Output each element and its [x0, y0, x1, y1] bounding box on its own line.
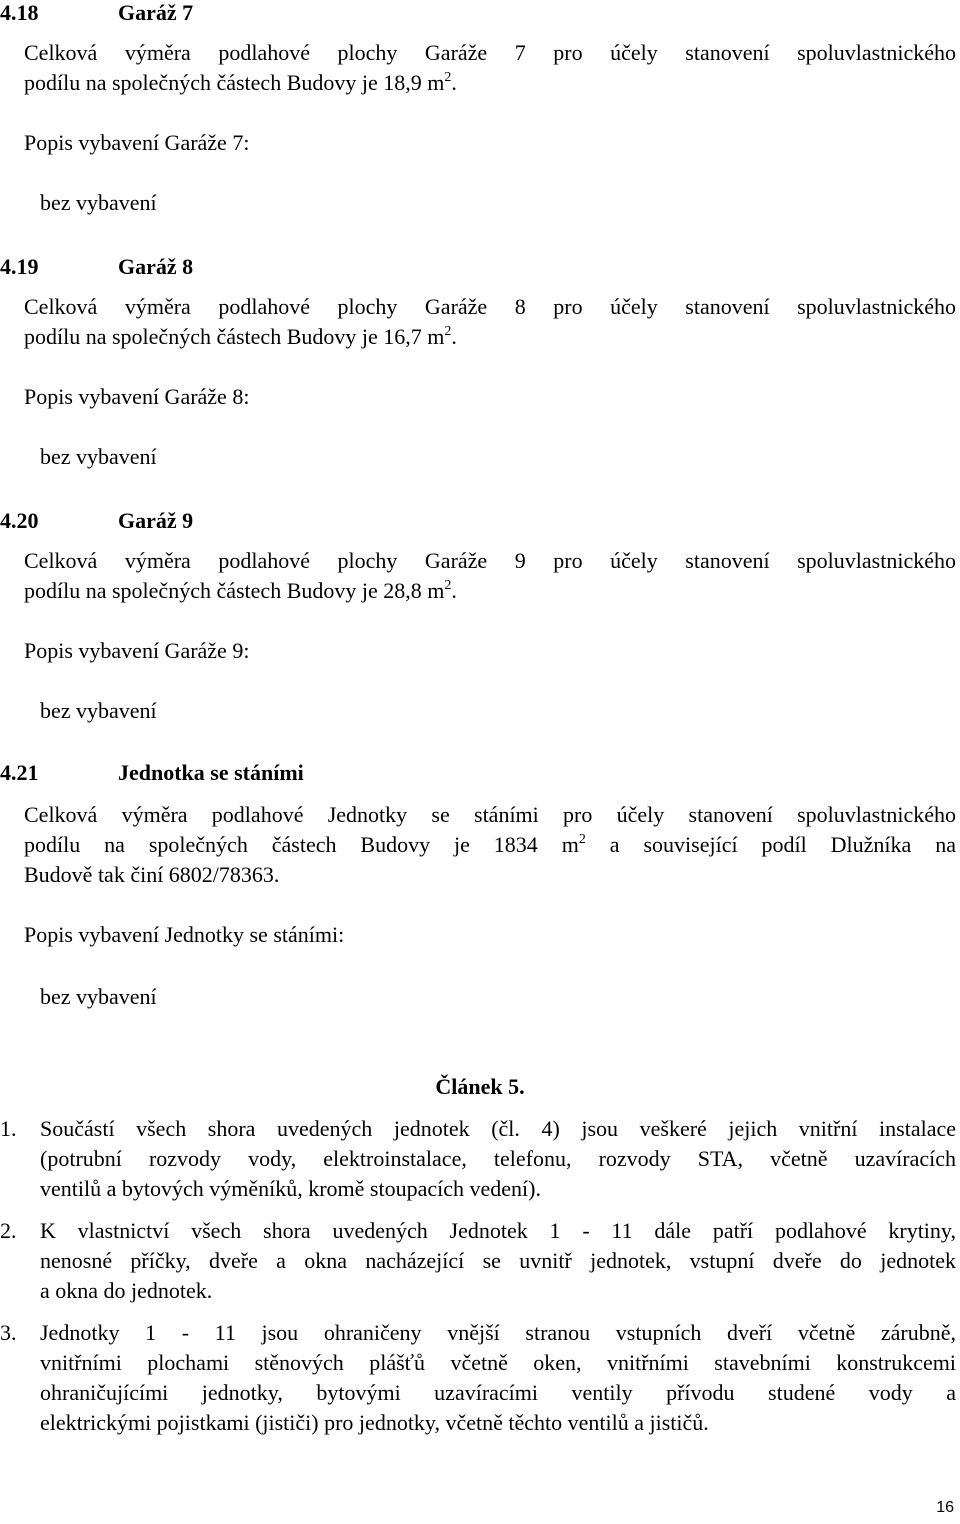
equipment-label: Popis vybavení Garáže 8:	[24, 384, 250, 409]
list-item-line: vnitřními plochami stěnových plášťů včetně oken, vnitřními stavebními konstrukcemi	[40, 1350, 956, 1375]
list-item-number: 1.	[0, 1116, 17, 1141]
section-title: Garáž 9	[118, 508, 194, 533]
section-heading	[0, 252, 193, 282]
superscript: 2	[444, 70, 452, 85]
list-item-number: 3.	[0, 1320, 17, 1345]
section-title: Jednotka se stáními	[118, 760, 304, 785]
article-title: Článek 5.	[435, 1074, 525, 1099]
paragraph-line: Celková výměra podlahové plochy Garáže 7 pro účely stanovení spoluvlastnického	[24, 40, 956, 65]
equipment-value: bez vybavení	[40, 698, 157, 723]
list-item-line: Jednotky 1 - 11 jsou ohraničeny vnější stranou vstupních dveří včetně zárubně,	[40, 1320, 956, 1345]
paragraph-line	[24, 68, 956, 98]
paragraph-line	[24, 576, 956, 606]
section-paragraph	[24, 546, 956, 606]
section-paragraph	[24, 38, 956, 98]
equipment-value: bez vybavení	[40, 444, 157, 469]
list-item-line: elektrickými pojistkami (jističi) pro jednotky, včetně těchto ventilů a jističů.	[40, 1410, 709, 1435]
section-paragraph	[24, 800, 956, 890]
area-text: podílu na společných částech Budovy je 18,9 m	[24, 70, 445, 95]
list-item-line: Součástí všech shora uvedených jednotek (čl. 4) jsou veškeré jejich vnitřní instalace	[40, 1116, 956, 1141]
paragraph-line: Celková výměra podlahové Jednotky se stáními pro účely stanovení spoluvlastnického	[24, 802, 956, 827]
equipment-label: Popis vybavení Garáže 9:	[24, 638, 250, 663]
area-suffix: .	[451, 70, 457, 95]
paragraph-line	[24, 322, 956, 352]
equipment-label: Popis vybavení Garáže 7:	[24, 130, 250, 155]
superscript: 2	[578, 832, 586, 847]
list-item-line: (potrubní rozvody vody, elektroinstalace, telefonu, rozvody STA, včetně uzavíracích	[40, 1146, 956, 1171]
area-text: podílu na společných částech Budovy je 1834 m	[24, 832, 579, 857]
list-item-line: K vlastnictví všech shora uvedených Jednotek 1 - 11 dále patří podlahové krytiny,	[40, 1218, 956, 1243]
section-number: 4.19	[0, 254, 39, 279]
area-text: podílu na společných částech Budovy je 28,8 m	[24, 578, 445, 603]
paragraph-line: Celková výměra podlahové plochy Garáže 8 pro účely stanovení spoluvlastnického	[24, 294, 956, 319]
area-suffix: .	[451, 578, 457, 603]
section-number: 4.20	[0, 508, 39, 533]
list-item-line: nenosné příčky, dveře a okna nacházející se uvnitř jednotek, vstupní dveře do jednotek	[40, 1248, 956, 1273]
section-number: 4.21	[0, 760, 39, 785]
list-item-number: 2.	[0, 1218, 17, 1243]
paragraph-line: Celková výměra podlahové plochy Garáže 9 pro účely stanovení spoluvlastnického	[24, 548, 956, 573]
page-number: 16	[936, 1499, 954, 1516]
paragraph-line	[24, 830, 956, 860]
equipment-value: bez vybavení	[40, 190, 157, 215]
share-text: a související podíl Dlužníka na	[585, 832, 956, 857]
section-heading	[0, 0, 193, 28]
section-title: Garáž 7	[118, 0, 194, 25]
section-paragraph	[24, 292, 956, 352]
superscript: 2	[444, 324, 452, 339]
paragraph-line: Budově tak činí 6802/78363.	[24, 862, 280, 887]
area-suffix: .	[451, 324, 457, 349]
area-text: podílu na společných částech Budovy je 16,7 m	[24, 324, 445, 349]
section-number: 4.18	[0, 0, 39, 25]
list-item-line: ventilů a bytových výměníků, kromě stoupacích vedení).	[40, 1176, 541, 1201]
equipment-value: bez vybavení	[40, 984, 157, 1009]
list-item-line: a okna do jednotek.	[40, 1278, 213, 1303]
section-title: Garáž 8	[118, 254, 194, 279]
list-item-line: ohraničujícími jednotky, bytovými uzavíracími ventily přívodu studené vody a	[40, 1380, 956, 1405]
section-heading	[0, 506, 193, 536]
superscript: 2	[444, 578, 452, 593]
section-heading	[0, 758, 304, 788]
equipment-label: Popis vybavení Jednotky se stáními:	[24, 922, 345, 947]
